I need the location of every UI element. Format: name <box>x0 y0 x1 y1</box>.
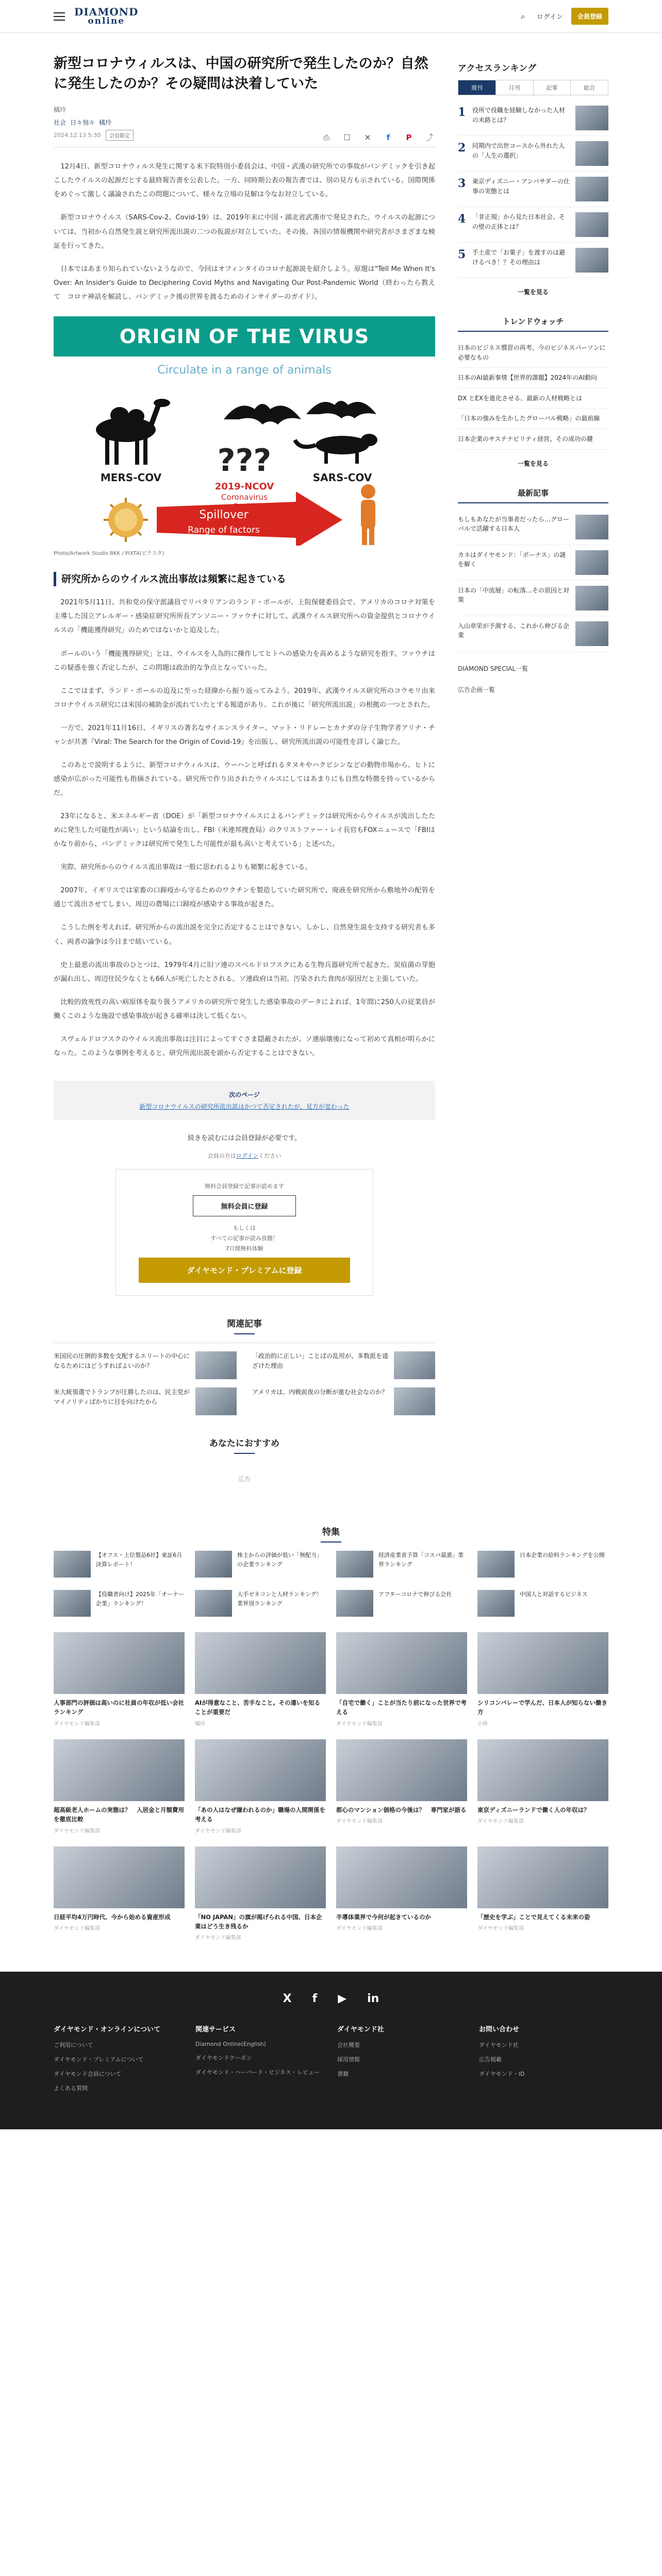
feature-card[interactable] <box>477 1632 608 1727</box>
ranking-text: 「非正規」から見た日本社会、その壁の正体とは？ <box>472 213 566 230</box>
paywall-login-link[interactable]: ログイン <box>236 1152 259 1159</box>
next-page-label: 次のページ <box>229 1091 260 1098</box>
latest-heading: 最新記事 <box>458 487 608 503</box>
paywall-login-prefix: 会員の方は <box>207 1152 236 1159</box>
ad-label: 広告 <box>238 1475 251 1483</box>
ranking-text: 同期内で出世コースから外れた人の「人生の選択」 <box>472 142 565 159</box>
recommend-heading: あなたにおすすめ <box>54 1436 435 1454</box>
feature-card-image <box>336 1739 467 1801</box>
ranking-thumbnail <box>575 177 608 201</box>
latest-text: もしもあなたが当事者だったら…グローバルで活躍する日本人 <box>458 515 570 533</box>
feature-card[interactable] <box>336 1846 467 1941</box>
related-item[interactable] <box>252 1387 435 1415</box>
feature-small-text: 【役職者向け】2025年「オーナー企業」ランキング！ <box>96 1590 184 1607</box>
feature-card-text: 「あの人はなぜ嫌われるのか」職場の人間関係を考える <box>195 1806 325 1823</box>
article-paragraph: 新型コロナウイルス（SARS-Cov-2、Covid-19）は、2019年末に中国・湖北省武漢市で発見された。ウイルスの起源については、当初から自然発生説と研究所流出説の二つの仮説が対立していた。その後、各国の情報機関や研究者がさまざまな検証を行ってきた。 <box>54 214 435 250</box>
label-range: Range of factors <box>188 524 260 535</box>
related-thumbnail <box>394 1351 435 1379</box>
trend-text: 日本のAI最新事情【世界的課題】2024年のAI動向 <box>458 374 598 382</box>
feature-card-image <box>54 1632 185 1694</box>
related-thumbnail <box>195 1351 237 1379</box>
feature-card[interactable] <box>195 1632 326 1727</box>
feature-card-text: 超高級老人ホームの実態は？ 入居金と月額費用を徹底比較 <box>54 1806 184 1823</box>
ranking-item[interactable] <box>458 243 608 278</box>
feature-small-item[interactable] <box>477 1590 608 1617</box>
next-page-link[interactable]: 新型コロナウイルスの研究所流出説はかつて否定されたが、見方が変わった <box>139 1103 350 1110</box>
trend-more-link[interactable]: 一覧を見る <box>517 460 549 467</box>
footer-col-title: ダイヤモンド・オンラインについて <box>54 2026 161 2034</box>
trend-text: DX とEXを進化させる、最新の人材戦略とは <box>458 394 583 402</box>
footer-col <box>195 2024 325 2098</box>
feature-card[interactable] <box>477 1739 608 1834</box>
share-icon[interactable]: ⤴ <box>425 133 434 143</box>
latest-text: 日本の「中流層」の転落…その原因と対策 <box>458 586 570 604</box>
article-title: 新型コロナウィルスは、中国の研究所で発生したのか？自然に発生したのか？その疑問は決着していた <box>54 56 428 92</box>
footer-columns <box>54 2024 608 2098</box>
feature-card-image <box>195 1739 326 1801</box>
rank-number: 1 <box>458 106 466 119</box>
footer-link[interactable]: 会社概要 <box>337 2042 360 2049</box>
feature-card-image <box>195 1846 326 1908</box>
ranking-item[interactable] <box>458 207 608 243</box>
latest-text: カネはダイヤモンド：「ボーナス」の謎を解く <box>458 551 566 568</box>
article-author[interactable]: 橘玲 <box>54 106 67 114</box>
facebook-icon[interactable]: f <box>386 133 390 143</box>
virus-icon <box>104 498 148 542</box>
paywall-login-suffix: ください <box>258 1152 282 1159</box>
label-sars: SARS-COV <box>312 471 372 484</box>
feature-card-image <box>54 1846 185 1908</box>
premium-trial: 7日間無料体験 <box>225 1245 263 1252</box>
related-item-text: 米大統領選でトランプが圧勝したのは、民主党がマイノリティばかりに目を向けたから <box>54 1388 190 1406</box>
figure-title: ORIGIN OF THE VIRUS <box>119 325 370 348</box>
article-tags <box>54 118 435 127</box>
figure-subtitle: Circulate in a range of animals <box>157 363 332 377</box>
rank-number: 5 <box>458 248 466 261</box>
paywall-box <box>115 1169 373 1296</box>
trend-item[interactable] <box>458 429 608 450</box>
print-icon[interactable]: ⎙ <box>323 133 329 143</box>
main-column <box>54 54 435 1494</box>
label-coronavirus: Coronavirus <box>221 492 268 502</box>
feature-small-text: 中国人と対話するビジネス <box>520 1590 588 1598</box>
rank-number: 3 <box>458 177 466 190</box>
feature-thumbnail <box>477 1551 515 1578</box>
feature-card-image <box>336 1632 467 1694</box>
feature-thumbnail <box>336 1551 373 1578</box>
rank-number: 4 <box>458 212 466 226</box>
related-thumbnail <box>195 1387 237 1415</box>
feature-small-item[interactable] <box>54 1551 185 1578</box>
article-paragraph: 12月4日、新型コロナウィルス発生に関する米下院特別小委員会は、中国・武漢の研究所での事故がパンデミックを引き起こしたウイルスの起源だとする最終報告書を公表した。一方、同時期公表の報告書では、別の見方も示されている。国際関係をめぐって激しく議論されたこの問題について、様々な立場の見解は今なお対立している。 <box>54 163 435 199</box>
article-paragraph: ポールのいう「機能獲得研究」とは、ウイルスを人為的に操作してヒトへの感染力を高めるような研究を指す。ファウチはこの疑惑を強く否定したが、この問題は政治的な争点となっていった。 <box>54 650 435 672</box>
logo-bottom: online <box>88 16 125 26</box>
login-link[interactable]: ログイン <box>536 13 563 21</box>
latest-thumbnail <box>575 515 608 539</box>
feature-card-text: 日経平均4万円時代、今から始める資産形成 <box>54 1913 171 1921</box>
youtube-social-icon[interactable]: ▶ <box>338 1992 347 2006</box>
footer-link[interactable]: 採用情報 <box>337 2056 360 2063</box>
ranking-tabs <box>458 80 608 95</box>
footer-col-title: 関連サービス <box>195 2026 236 2034</box>
related-item[interactable] <box>54 1351 237 1379</box>
article-paragraph: 23年になると、米エネルギー省（DOE）が「新型コロナウイルスによるパンデミックは研究所からウイルスが流出したために発生した可能性が高い」という結論を出し、FBI（米連邦捜査局）のクリストファー・レイ長官もFOXニュースで「FBIはかなり前から、パンデミックは研究所で発生した可能性が最も高いと考えている」と述べた。 <box>54 812 435 849</box>
feature-card-grid <box>54 1632 608 1941</box>
latest-thumbnail <box>575 550 608 575</box>
footer-link[interactable]: ダイヤモンド社 <box>479 2042 519 2049</box>
footer-link[interactable]: ダイヤモンド・ID <box>479 2071 525 2078</box>
footer-col-title: お問い合わせ <box>479 2026 520 2034</box>
related-list <box>54 1343 435 1415</box>
feature-card[interactable] <box>195 1846 326 1941</box>
article-paragraph: 史上最悪の流出事故のひとつは、1979年4月に旧ソ連のスベルドロフスクにある生物兵器研究所で起きた。炭疽菌の芽胞が漏れ出し、周辺住民少なくとも66人が死亡したとされる。ソ連政府は当初、汚染された食肉が原因だと主張していた。 <box>54 961 435 983</box>
premium-register-button[interactable]: ダイヤモンド・プレミアムに登録 <box>139 1258 350 1283</box>
tag-link[interactable]: 社会 <box>54 119 67 127</box>
bookmark-icon[interactable]: ☐ <box>343 133 351 143</box>
footer-link[interactable]: Diamond Online(English) <box>195 2041 266 2048</box>
latest-item[interactable] <box>458 581 608 616</box>
article-figure <box>54 316 435 556</box>
feature-small-item[interactable] <box>54 1590 185 1617</box>
feature-card-image <box>477 1632 608 1694</box>
free-register-button[interactable]: 無料会員に登録 <box>193 1195 296 1216</box>
register-button[interactable]: 会員登録 <box>571 8 608 25</box>
feature-card[interactable] <box>477 1846 608 1941</box>
next-page-box <box>54 1081 435 1120</box>
social-links <box>54 1992 608 2005</box>
free-note: 無料会員登録で記事が読めます <box>205 1182 284 1190</box>
tab-weekly[interactable]: 週刊 <box>458 80 496 95</box>
footer-link[interactable]: ダイヤモンド・ハーバード・ビジネス・レビュー <box>195 2069 320 2076</box>
feature-card[interactable] <box>336 1632 467 1727</box>
feature-card-text: AIが得意なこと、苦手なこと。その違いを知ることが重要だ <box>195 1699 321 1716</box>
article-paragraph: 2007年、イギリスでは家畜の口蹄疫から守るためのワクチンを製造していた研究所で、廃液を研究所から敷地外の配管を通じて流出させてしまい、周辺の農場に口蹄疫が感染する事故が起きた。 <box>54 887 435 909</box>
tab-overall[interactable]: 総合 <box>584 84 595 91</box>
bat-icon <box>224 404 301 425</box>
header-left <box>54 7 138 26</box>
article-paragraph: 実際、研究所からのウイルス流出事故は一般に思われるよりも頻繁に起きている。 <box>60 863 312 872</box>
facebook-social-icon[interactable]: f <box>312 1992 318 2006</box>
feature-card-text: 人事部門の評価は高いのに社員の年収が低い会社ランキング <box>54 1699 184 1716</box>
ranking-more-link[interactable]: 一覧を見る <box>517 289 549 296</box>
figure-illustration <box>54 316 435 546</box>
latest-item[interactable] <box>458 545 608 581</box>
feature-heading: 特集 <box>54 1524 608 1543</box>
footer-link[interactable]: 広告掲載 <box>479 2056 502 2063</box>
paywall-lead: 続きを読むには会員登録が必要です。 <box>188 1134 301 1142</box>
trend-item[interactable] <box>458 409 608 429</box>
ranking-thumbnail <box>575 141 608 166</box>
article-paragraph: 比較的致死性の高い病原体を取り扱うアメリカの研究所で発生した感染事故のデータによれば、1年間に250人の従業員が働くこのような施設で感染事故が起きる確率は決して低くない。 <box>54 998 435 1020</box>
figure-image <box>54 316 435 546</box>
tag-link[interactable]: 日々刻々 <box>70 119 95 127</box>
site-footer <box>0 1972 662 2129</box>
article-date-row <box>54 130 134 141</box>
footer-link[interactable]: ダイヤモンドクーポン <box>195 2055 252 2062</box>
trend-text: 日本のビジネス慣習の再考、今のビジネスパーソンに必要なもの <box>458 344 606 361</box>
tag-link[interactable]: 橘玲 <box>99 119 112 127</box>
ranking-text: 手土産で「お菓子」を渡すのは避けるべき！？その理由は <box>472 249 566 266</box>
feature-small-text: 経済産業省予算「コスパ最悪」業界ランキング <box>378 1551 464 1568</box>
ad-list-link[interactable]: 広告企画一覧 <box>458 686 495 693</box>
feature-card-text: シリコンバレーで学んだ、日本人が知らない働き方 <box>477 1699 607 1716</box>
feature-card-image <box>54 1739 185 1801</box>
feature-thumbnail <box>54 1551 91 1578</box>
label-mers: MERS-COV <box>100 471 162 484</box>
feature-small-item[interactable] <box>195 1551 326 1578</box>
feature-small-text: アフターコロナで伸びる会社 <box>378 1590 452 1598</box>
x-social-icon[interactable]: X <box>283 1992 292 2006</box>
ranking-text: 役所で役職を経験しなかった人材の末路とは？ <box>472 107 566 124</box>
trend-heading: トレンドウォッチ <box>458 316 608 332</box>
article-paragraph: このあとで説明するように、新型コロナウィルスは、ウーハンと呼ばれるタヌキやハクビシンなどの動物市場から、ヒトに感染が広がった可能性も指摘されている。研究所で作り出されたウイルスにしてはあまりにも自然な特徴を持っているからだ。 <box>54 761 435 798</box>
paywall-login-row <box>54 1151 435 1160</box>
latest-item[interactable] <box>458 616 608 652</box>
ranking-item[interactable] <box>458 172 608 207</box>
article-paragraph: 一方で、2021年11月16日、イギリスの著名なサイエンスライター、マット・リドレーとカナダの分子生物学者アリナ・チャンが共著『Viral: The Search for the Origin of Covid-19』を出版し、研究所流出説の可能性を詳しく論じた。 <box>54 724 435 746</box>
feature-card-image <box>477 1739 608 1801</box>
label-unknown: ??? <box>217 442 272 479</box>
ranking-item[interactable] <box>458 136 608 172</box>
feature-card-by: ダイヤモンド編集部 <box>54 1828 100 1834</box>
footer-link[interactable]: ダイヤモンド会員について <box>54 2071 122 2078</box>
feature-card-by: 橘玲 <box>195 1721 205 1727</box>
feature-card-by: ダイヤモンド編集部 <box>336 1721 383 1727</box>
person-icon <box>361 484 375 545</box>
feature-small-text: 日本企業の給料ランキングを公開 <box>520 1551 605 1558</box>
tab-monthly[interactable]: 月刊 <box>496 80 534 95</box>
footer-col <box>54 2024 183 2098</box>
menu-icon[interactable] <box>54 12 65 21</box>
trend-item[interactable] <box>458 338 608 368</box>
latest-thumbnail <box>575 621 608 646</box>
feature-thumbnail <box>477 1590 515 1617</box>
sidebar <box>458 54 608 699</box>
search-icon[interactable]: ⌕ <box>521 11 526 21</box>
footer-col <box>479 2024 608 2098</box>
feature-card-by: ダイヤモンド編集部 <box>477 1925 524 1931</box>
section-heading: 研究所からのウイルス流出事故は頻繁に起きている <box>54 572 435 587</box>
feature-card-by: ダイヤモンド編集部 <box>195 1935 241 1941</box>
feature-card[interactable] <box>54 1739 185 1834</box>
feature-small-item[interactable] <box>336 1590 467 1617</box>
feature-card-by: 小林 <box>477 1721 488 1727</box>
trend-text: 日本企業のサステナビリティ経営、その成功の鍵 <box>458 435 593 443</box>
related-item[interactable] <box>54 1387 237 1415</box>
ranking-text: 東京ディズニー・アンバサダーの仕事の実態とは <box>472 178 570 195</box>
feature-small-text: 大手ゼネコンと人材ランキング！業界別ランキング <box>237 1590 322 1607</box>
site-header <box>0 0 662 33</box>
feature-thumbnail <box>336 1590 373 1617</box>
feature-section <box>0 1524 662 1941</box>
footer-link[interactable]: 書籍 <box>337 2071 349 2078</box>
related-item-text: 「政治的に正しい」ことばの乱用が、多数派を遠ざけた理由 <box>252 1352 389 1370</box>
page-layout <box>0 33 662 1494</box>
civet-icon <box>295 434 377 464</box>
feature-small-text: 【オフス・上位製品6社】東証6月決算レポート！ <box>96 1551 183 1568</box>
feature-card-text: 「NO JAPAN」の旗が掲げられる中国、日本企業はどう生き残るか <box>195 1913 322 1930</box>
feature-card-text: 「自宅で働く」ことが当たり前になった世界で考える <box>336 1699 467 1716</box>
related-item[interactable] <box>252 1351 435 1379</box>
feature-small-item[interactable] <box>195 1590 326 1617</box>
ranking-thumbnail <box>575 248 608 273</box>
linkedin-social-icon[interactable]: in <box>367 1992 379 2006</box>
article-paragraph: ここではまず、ランド・ポールの追及に至った経緯から振り返ってみよう。2019年、武漢ウイルス研究所のコウモリ由来コロナウイルス研究には米国の補助金が流れていたとする報道があり、これが後に「研究所流出説」の根拠の一つとされた。 <box>54 687 435 709</box>
footer-link[interactable]: ご利用について <box>54 2042 93 2049</box>
feature-card-by: ダイヤモンド編集部 <box>336 1925 383 1931</box>
feature-card-text: 都心のマンション価格の今後は？ 専門家が語る <box>336 1806 467 1814</box>
ranking-item[interactable] <box>458 100 608 136</box>
related-heading: 関連記事 <box>54 1316 435 1334</box>
pocket-icon[interactable]: P <box>406 133 412 143</box>
rank-number: 2 <box>458 141 466 155</box>
article-paragraph: 日本ではあまり知られていないようなので、今回はオフィンタイのコロナ起源説を紹介しよう。原題は"Tell Me When It's Over: An Insider's Guide to Deciphering Covid Myths and Navigating Our Post-Pandemic World（終わったら教えて コロナ神話を解読し、パンデミック後の世界を渡るためのインサイダーのガイド）。 <box>54 265 435 301</box>
related-item-text: アメリカは、内戦前夜の分断が進む社会なのか？ <box>252 1388 388 1396</box>
figure-caption: Photo/Artwork Studio BKK / PIXTA(ピクスタ) <box>54 550 164 556</box>
tab-articles[interactable]: 記事 <box>534 80 571 95</box>
feature-small-item[interactable] <box>336 1551 467 1578</box>
feature-thumbnail <box>54 1590 91 1617</box>
header-right <box>518 8 608 25</box>
feature-small-grid <box>54 1551 608 1617</box>
label-spillover: Spillover <box>199 508 249 521</box>
ranking-thumbnail <box>575 106 608 130</box>
members-badge: 会員限定 <box>106 130 134 141</box>
feature-card-text: 半導体業界で今何が起きているのか <box>336 1913 431 1921</box>
feature-card[interactable] <box>336 1739 467 1834</box>
x-icon[interactable]: ✕ <box>364 133 371 143</box>
latest-item[interactable] <box>458 510 608 545</box>
trend-item[interactable] <box>458 368 608 388</box>
ranking-title: アクセスランキング <box>458 63 536 74</box>
feature-card-by: ダイヤモンド編集部 <box>54 1925 100 1931</box>
site-logo[interactable] <box>74 7 138 26</box>
feature-thumbnail <box>195 1590 232 1617</box>
label-2019: 2019-NCOV <box>214 481 274 492</box>
ranking-thumbnail <box>575 212 608 237</box>
feature-card-by: ダイヤモンド編集部 <box>54 1721 100 1727</box>
article-paragraph: スヴェルドロフスクのウイルス流出事故は注目によってすぐさま隠蔽されたが、ソ連崩壊後になって初めて真相が明らかになった。このような事例を考えると、研究所流出説を頭から否定することはできない。 <box>54 1035 435 1057</box>
feature-card-text: 「歴史を学ぶ」ことで見えてくる未来の姿 <box>477 1913 590 1921</box>
premium-note: すべての記事が読み放題！ <box>210 1234 278 1242</box>
footer-col-title: ダイヤモンド社 <box>337 2026 384 2034</box>
feature-card-by: ダイヤモンド編集部 <box>336 1819 383 1825</box>
article-paragraph: こうした例を考えれば、研究所からの流出説を完全に否定することはできない。しかし、自然発生説を支持する研究者も多く、両者の論争は今日まで続いている。 <box>54 924 435 946</box>
feature-card-text: 東京ディズニーランドで働く人の年収は？ <box>477 1806 590 1814</box>
latest-text: 入山章栄が予測する、これから伸びる企業 <box>458 622 570 639</box>
footer-link[interactable]: よくある質問 <box>54 2085 88 2092</box>
or-label: もしくは <box>233 1224 256 1231</box>
article-date: 2024.12.13 5:30 <box>54 132 101 139</box>
footer-col <box>337 2024 467 2098</box>
article-paragraph: 2021年5月11日、共和党の保守派議員でリバタリアンのランド・ポールが、上院保健委員会で、アメリカのコロナ対策を主導した国立アレルギー・感染症研究所所長アンソニー・ファウチに対して、武漢ウイルス研究所への資金提供とコロナウイルスの「機能獲得研究」のためではないかと追及した。 <box>54 599 435 635</box>
trend-text: 「日本の強みを生かしたグローバル戦略」の最前線 <box>458 415 600 422</box>
feature-card-image <box>336 1846 467 1908</box>
related-thumbnail <box>394 1387 435 1415</box>
feature-card[interactable] <box>195 1739 326 1834</box>
logo-top: DIAMOND <box>74 6 139 18</box>
camel-icon <box>96 399 170 465</box>
bat-icon <box>306 401 376 418</box>
related-item-text: 米国民の圧倒的多数を支配するエリートの中心になるためにはどうすればよいのか？ <box>54 1352 190 1370</box>
feature-card-by: ダイヤモンド編集部 <box>195 1828 241 1834</box>
feature-small-item[interactable] <box>477 1551 608 1578</box>
feature-small-text: 株主からの評価が低い「無配当」の企業ランキング <box>237 1551 322 1568</box>
footer-link[interactable]: ダイヤモンド・プレミアムについて <box>54 2056 144 2063</box>
latest-thumbnail <box>575 586 608 611</box>
special-link[interactable]: DIAMOND SPECIAL一覧 <box>458 665 528 672</box>
feature-card-by: ダイヤモンド編集部 <box>477 1819 524 1825</box>
feature-card-image <box>195 1632 326 1694</box>
feature-card[interactable] <box>54 1632 185 1727</box>
feature-card[interactable] <box>54 1846 185 1941</box>
feature-thumbnail <box>195 1551 232 1578</box>
trend-item[interactable] <box>458 388 608 409</box>
feature-card-image <box>477 1846 608 1908</box>
